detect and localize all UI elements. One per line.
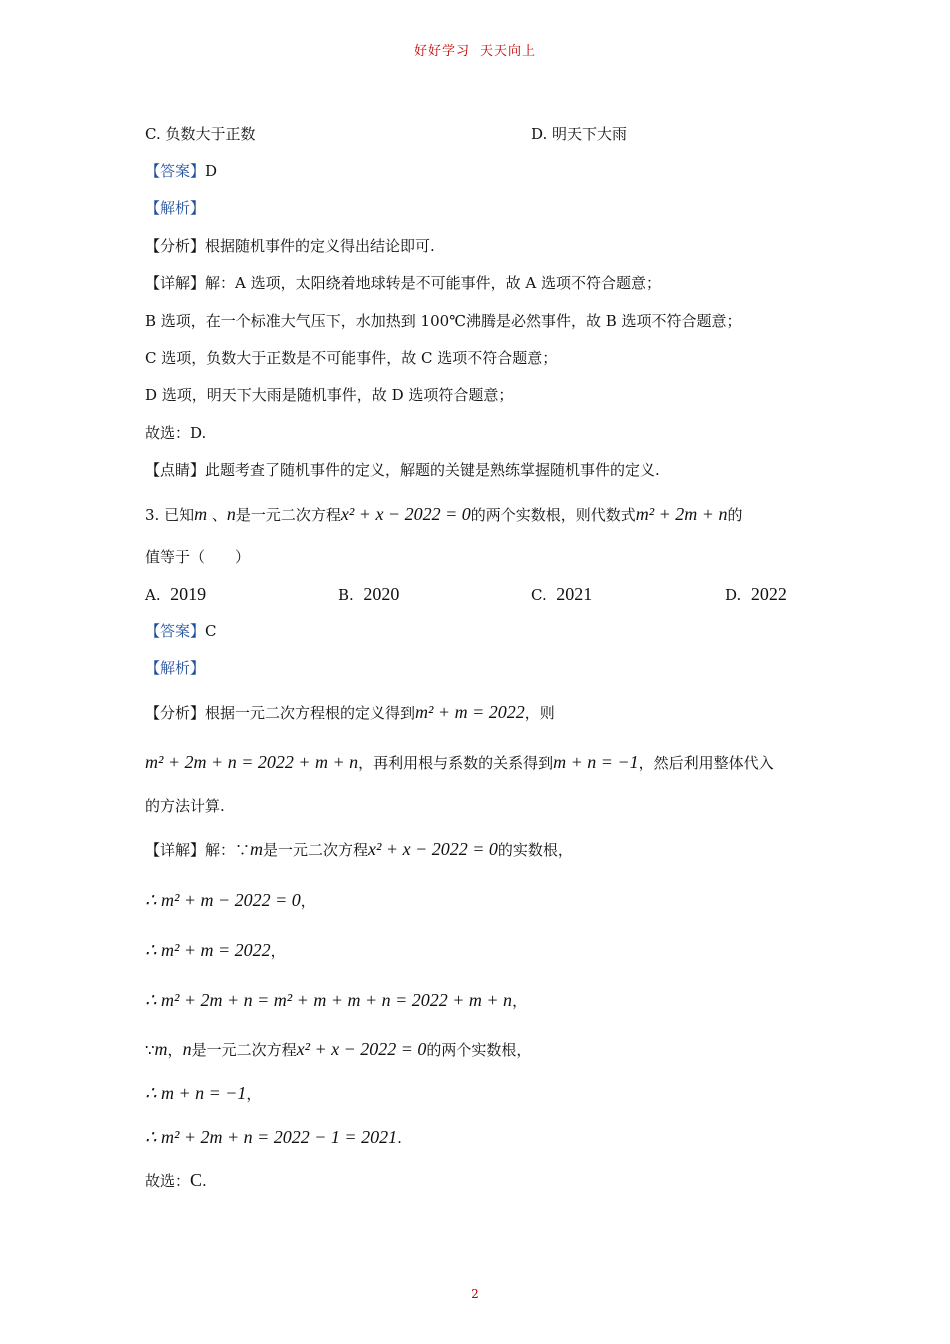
option-value: 2020 xyxy=(363,584,400,604)
q3-step1 xyxy=(145,890,316,911)
equation: x² + x − 2022 = 0 xyxy=(368,839,498,859)
q2-option-d: D. 明天下大雨 xyxy=(531,125,628,143)
q2-dianjing xyxy=(145,460,660,480)
step6-eq: ∴ m² + 2m + n = 2022 − 1 = 2021 xyxy=(145,1127,398,1147)
sep: 、 xyxy=(211,506,227,524)
fenxi-tag: 【分析】 xyxy=(145,704,206,722)
fenxi-text3: ，再利用根与系数的关系得到 xyxy=(358,754,554,772)
period: . xyxy=(397,1129,402,1147)
q3-step5 xyxy=(145,1083,261,1104)
q3-mid: 是一元二次方程 xyxy=(235,506,341,524)
comma: ， xyxy=(300,892,316,910)
answer-tag: 【答案】 xyxy=(145,162,206,180)
q2-fenxi xyxy=(145,236,435,256)
var-n: n xyxy=(182,1039,192,1059)
q2-xiangjie xyxy=(145,273,661,293)
option-label: D. xyxy=(725,586,742,604)
q3-analysis-tag: 【解析】 xyxy=(145,659,206,677)
comma: ， xyxy=(167,1041,183,1059)
comma: ， xyxy=(270,942,286,960)
q3-step4 xyxy=(145,1039,531,1060)
fenxi-text: 根据一元二次方程根的定义得到 xyxy=(205,704,416,722)
step3-eq: ∴ m² + 2m + n = m² + m + m + n = 2022 + m + n xyxy=(145,990,513,1010)
step1-eq: ∴ m² + m − 2022 = 0 xyxy=(145,890,301,910)
q3-step3 xyxy=(145,990,527,1011)
q2-option-c: C. 负数大于正数 xyxy=(145,125,256,143)
xiangjie-text2: 是一元二次方程 xyxy=(263,841,369,859)
option-label: B. xyxy=(338,586,354,604)
option-value: 2022 xyxy=(750,584,787,604)
q2-answer xyxy=(145,161,217,181)
option-value: 2019 xyxy=(170,584,207,604)
q3-option-c xyxy=(531,584,592,605)
var-n: n xyxy=(226,504,236,524)
page-number: 2 xyxy=(471,1287,479,1301)
xiangjie-tag: 【详解】 xyxy=(145,274,206,292)
step5-eq: ∴ m + n = −1 xyxy=(145,1083,247,1103)
answer-tag: 【答案】 xyxy=(145,622,206,640)
option-value: 2021 xyxy=(556,584,593,604)
xiangjie-text3: 的实数根， xyxy=(497,841,573,859)
option-label: C. xyxy=(531,586,547,604)
q3-fenxi-line1 xyxy=(145,702,555,723)
page-header xyxy=(0,40,950,59)
q2-line-b: B 选项，在一个标准大气压下，水加热到 100℃沸腾是必然事件，故 B 选项不符合题意； xyxy=(145,312,742,330)
fenxi-text: 根据随机事件的定义得出结论即可. xyxy=(205,237,435,255)
dianjing-tag: 【点睛】 xyxy=(145,461,206,479)
q3-end: 的 xyxy=(727,506,743,524)
fenxi-eq2: m² + 2m + n = 2022 + m + n xyxy=(145,752,359,772)
option-label: A. xyxy=(145,586,161,604)
equation: x² + x − 2022 = 0 xyxy=(340,504,471,524)
header-left-text: 好好学习 xyxy=(413,44,470,59)
q3-answer xyxy=(145,621,217,641)
step4-text2: 的两个实数根， xyxy=(426,1041,532,1059)
q3-option-d xyxy=(725,584,787,605)
because-symbol: ∵ xyxy=(145,1041,155,1059)
choose-prefix: 故选： xyxy=(145,1172,191,1190)
dianjing-text: 此题考查了随机事件的定义，解题的关键是熟练掌握随机事件的定义. xyxy=(205,461,660,479)
xiangjie-text: 解：A 选项，太阳绕着地球转是不可能事件，故 A 选项不符合题意； xyxy=(205,274,661,292)
fenxi-eq3: m + n = −1 xyxy=(553,752,639,772)
q3-stem-line2: 值等于（ ） xyxy=(145,548,251,566)
step4-text: 是一元二次方程 xyxy=(191,1041,297,1059)
choose-suffix: . xyxy=(202,1172,207,1190)
fenxi-eq1: m² + m = 2022 xyxy=(415,702,525,722)
q2-choose: 故选：D. xyxy=(145,424,207,442)
q3-prefix: 3. 已知 xyxy=(145,506,195,524)
var-m: m xyxy=(154,1039,168,1059)
equation: x² + x − 2022 = 0 xyxy=(296,1039,427,1059)
fenxi-text4: ，然后利用整体代入 xyxy=(638,754,774,772)
answer-value: C xyxy=(205,622,217,640)
xiangjie-tag: 【详解】 xyxy=(145,841,206,859)
q3-choose xyxy=(145,1170,207,1191)
expression: m² + 2m + n xyxy=(635,504,728,524)
xiangjie-text1: 解：∵ xyxy=(205,841,251,859)
q3-mid2: 的两个实数根，则代数式 xyxy=(470,506,636,524)
answer-value: D xyxy=(205,162,218,180)
fenxi-text2: ，则 xyxy=(524,704,555,722)
var-m: m xyxy=(250,839,264,859)
q3-xiangjie xyxy=(145,839,573,860)
q3-option-a xyxy=(145,584,206,605)
q3-stem-line1 xyxy=(145,504,742,525)
header-right-text: 天天向上 xyxy=(480,44,537,59)
q2-analysis-tag: 【解析】 xyxy=(145,199,206,217)
q3-fenxi-line2 xyxy=(145,752,774,773)
q3-step2 xyxy=(145,940,286,961)
q2-line-c: C 选项，负数大于正数是不可能事件，故 C 选项不符合题意； xyxy=(145,349,558,367)
choose-value: C xyxy=(190,1170,203,1190)
q3-option-b xyxy=(338,584,399,605)
var-m: m xyxy=(194,504,208,524)
comma: ， xyxy=(246,1085,262,1103)
comma: ， xyxy=(512,992,528,1010)
q3-fenxi-line3: 的方法计算. xyxy=(145,797,225,815)
step2-eq: ∴ m² + m = 2022 xyxy=(145,940,271,960)
q2-line-d: D 选项，明天下大雨是随机事件，故 D 选项符合题意； xyxy=(145,386,514,404)
fenxi-tag: 【分析】 xyxy=(145,237,206,255)
q3-step6 xyxy=(145,1127,402,1148)
